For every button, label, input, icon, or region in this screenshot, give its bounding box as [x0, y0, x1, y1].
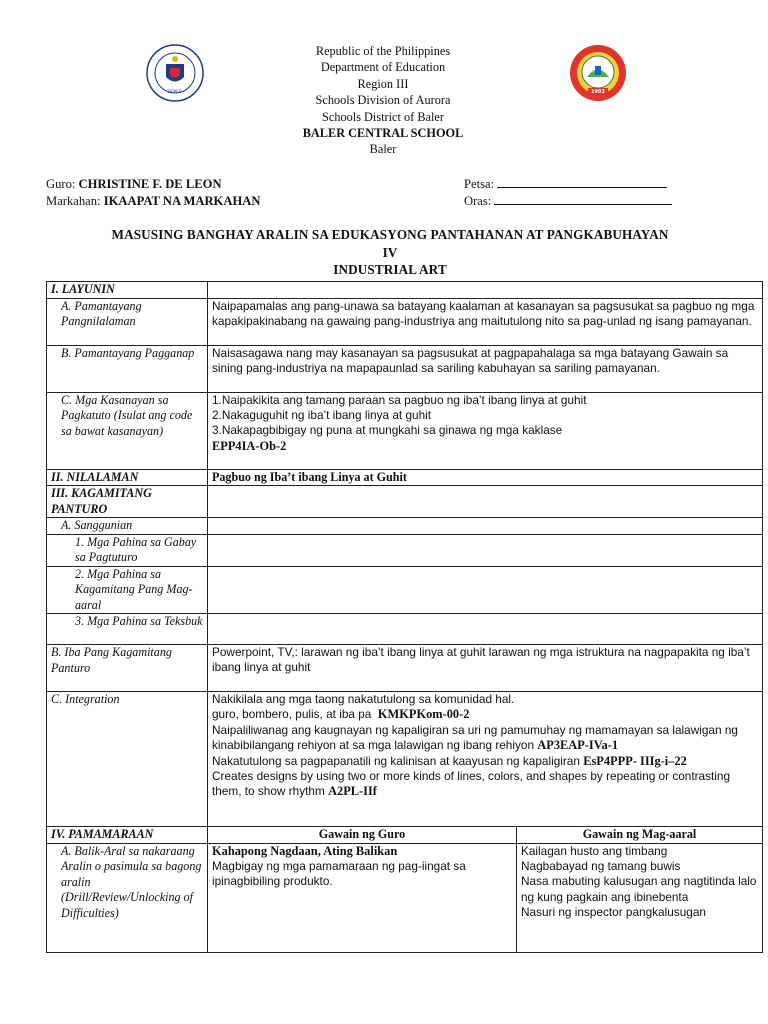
mag-aaral-item: Nagbabayad ng tamang buwis — [521, 858, 681, 873]
table-row — [47, 534, 763, 566]
gawain-mag-aaral-header: Gawain ng Mag-aaral — [517, 827, 763, 844]
integration-item-text: Creates designs by using two or more kinds of lines, colors, and shapes by repeating or contrasting them, to show rhythm — [212, 769, 731, 799]
integration-label: C. Integration — [51, 692, 120, 706]
gawain-guro-cell — [208, 843, 517, 952]
lesson-plan-table — [46, 281, 763, 953]
pamantayang-pangnilalaman-cell — [47, 298, 208, 345]
pamantayang-pagganap-label: B. Pamantayang Pagganap — [61, 345, 195, 360]
kasanayan-item: 1.Naipakikita ang tamang paraan sa pagbuo ng iba’t ibang linya at guhit — [212, 392, 587, 407]
title-line: IV — [382, 244, 398, 260]
balik-aral-cell — [47, 843, 208, 952]
markahan-value: IKAAPAT NA MARKAHAN — [103, 194, 261, 208]
pamantayang-pangnilalaman-label: A. Pamantayang Pangnilalaman — [61, 298, 142, 328]
pamamaraan-label: IV. PAMAMARAAN — [47, 827, 208, 844]
table-row — [47, 827, 763, 844]
time-line — [464, 193, 672, 209]
integration-item — [212, 769, 758, 800]
school-name: BALER CENTRAL SCHOOL — [302, 126, 464, 141]
title-line: INDUSTRIAL ART — [333, 262, 447, 278]
integration-code: EsP4PPP- IIIg-i–22 — [583, 753, 687, 768]
gabay-cell — [47, 534, 208, 566]
sanggunian-empty — [208, 518, 763, 535]
sanggunian-cell — [47, 518, 208, 535]
oras-label: Oras: — [464, 194, 492, 208]
gawain-guro-header: Gawain ng Guro — [208, 827, 517, 844]
mag-aaral-item: Nasuri ng inspector pangkalusugan — [521, 905, 706, 920]
nilalaman-label: II. NILALAMAN — [47, 469, 208, 486]
iba-pang-kagamitan-cell — [47, 645, 208, 692]
kasanayan-item: 3.Nakapagbibigay ng puna at mungkahi sa ginawa ng mga kaklase — [212, 423, 563, 438]
kagamitang-mag-aaral-empty — [208, 566, 763, 614]
guro-activity-title: Kahapong Nagdaan, Ating Balikan — [212, 843, 398, 858]
teksbuk-empty — [208, 614, 763, 645]
kasanayan-item: 2.Nakaguguhit ng iba’t ibang linya at guhit — [212, 407, 432, 422]
table-row — [47, 469, 763, 486]
guro-value: CHRISTINE F. DE LEON — [78, 177, 222, 191]
kasanayan-cell — [47, 392, 208, 469]
oras-blank — [494, 193, 672, 205]
balik-aral-label: A. Balik-Aral sa nakaraang Aralin o pasimula sa bagong aralin (Drill/Review/Unlocking of Difficulties) — [61, 843, 202, 920]
integration-cell — [47, 692, 208, 827]
integration-code: A2PL-IIf — [328, 784, 377, 799]
school-seal-year: 1903 — [591, 89, 605, 95]
table-row — [47, 843, 763, 952]
teacher-line — [46, 176, 222, 192]
header-line: Schools District of Baler — [322, 109, 444, 124]
table-row — [47, 392, 763, 469]
deped-seal-logo — [146, 44, 204, 102]
header-line: Schools Division of Aurora — [315, 93, 451, 108]
document-title — [40, 226, 740, 279]
pamantayang-pangnilalaman-text: Naipapamalas ang pang-unawa sa batayang kaalaman at kasanayan sa pagsusukat sa pagbuo ng mga kapakipakinabang na gawaing pang-industriya ang maitutulong nito sa pag-unlad ng isang pamayanan. — [208, 298, 763, 345]
nilalaman-text: Pagbuo ng Iba’t ibang Linya at Guhit — [208, 469, 763, 486]
gawain-mag-aaral-cell — [517, 843, 763, 952]
kasanayan-label: C. Mga Kasanayan sa Pagkatuto (Isulat ang code sa bawat kasanayan) — [61, 392, 193, 438]
kasanayan-content — [208, 392, 763, 469]
integration-item — [212, 754, 758, 769]
quarter-line — [46, 193, 260, 209]
kagamitang-mag-aaral-cell — [47, 566, 208, 614]
header-line: Department of Education — [320, 60, 446, 75]
table-row — [47, 486, 763, 518]
pamantayang-pagganap-cell — [47, 345, 208, 392]
integration-code: KMKPKom-00-2 — [377, 707, 470, 722]
petsa-label: Petsa: — [464, 177, 495, 191]
teksbuk-cell — [47, 614, 208, 645]
iba-pang-kagamitan-text: Powerpoint, TV,: larawan ng iba’t ibang linya at guhit larawan ng mga istruktura na nagpapakita ng iba’t ibang linya at guhit — [208, 645, 763, 692]
markahan-label: Markahan: — [46, 194, 101, 208]
school-seal-logo — [569, 44, 627, 102]
table-row — [47, 566, 763, 614]
date-line — [464, 176, 667, 192]
table-row — [47, 645, 763, 692]
table-row — [47, 692, 763, 827]
svg-text:DEPED: DEPED — [168, 89, 182, 94]
layunin-empty — [208, 282, 763, 299]
iba-pang-kagamitan-label: B. Iba Pang Kagamitang Panturo — [51, 645, 172, 675]
layunin-label: I. LAYUNIN — [47, 282, 208, 299]
integration-item — [212, 723, 758, 754]
header-line: Republic of the Philippines — [315, 44, 451, 58]
integration-item-text: Naipaliliwanag ang kaugnayan ng kapaligiran sa uri ng pamumuhay ng mamamayan sa lalawigan ng kinabibilangang rehiyon at sa mga lalawigan ng ibang rehiyon — [212, 722, 738, 753]
table-row — [47, 298, 763, 345]
school-town: Baler — [369, 142, 397, 157]
petsa-blank — [497, 176, 667, 188]
mag-aaral-item: Kailagan husto ang timbang — [521, 843, 668, 858]
table-row — [47, 518, 763, 535]
mag-aaral-item: Nasa mabuting kalusugan ang nagtitinda lalo ng kung pagkain ang ibinebenta — [521, 874, 757, 904]
integration-item: Nakikilala ang mga taong nakatutulong sa komunidad hal. — [212, 692, 515, 706]
school-header — [200, 43, 566, 158]
kagamitan-label: III. KAGAMITANG PANTURO — [47, 486, 208, 518]
table-row — [47, 345, 763, 392]
title-line: MASUSING BANGHAY ARALIN SA EDUKASYONG PANTAHANAN AT PANGKABUHAYAN — [111, 227, 669, 242]
sanggunian-label: A. Sanggunian — [61, 518, 133, 532]
table-row — [47, 282, 763, 299]
integration-item — [212, 707, 758, 722]
teksbuk-label: 3. Mga Pahina sa Teksbuk — [75, 614, 203, 628]
kagamitang-mag-aaral-label: 2. Mga Pahina sa Kagamitang Pang Mag-aaral — [75, 566, 193, 612]
gabay-label: 1. Mga Pahina sa Gabay sa Pagtuturo — [75, 534, 197, 564]
table-row — [47, 614, 763, 645]
header-line: Region III — [357, 76, 409, 91]
guro-activity-text: Magbigay ng mga pamamaraan ng pag-iingat sa ipinagbibiling produkto. — [212, 858, 466, 889]
kagamitan-empty — [208, 486, 763, 518]
guro-label: Guro: — [46, 177, 76, 191]
integration-code: AP3EAP-IVa-1 — [537, 738, 619, 753]
kasanayan-code: EPP4IA-Ob-2 — [212, 438, 287, 453]
pamantayang-pagganap-text: Naisasagawa nang may kasanayan sa pagsusukat at pagpapahalaga sa mga batayang Gawain sa sining pang-industriya na mapapaunlad sa sariling kabuhayan sa sariling pamayanan. — [208, 345, 763, 392]
gabay-empty — [208, 534, 763, 566]
integration-item-text: guro, bombero, pulis, at iba pa — [212, 707, 372, 722]
integration-content — [208, 692, 763, 827]
integration-item-text: Nakatutulong sa pagpapanatili ng kalinisan at kaayusan ng kapaligiran — [212, 753, 580, 768]
